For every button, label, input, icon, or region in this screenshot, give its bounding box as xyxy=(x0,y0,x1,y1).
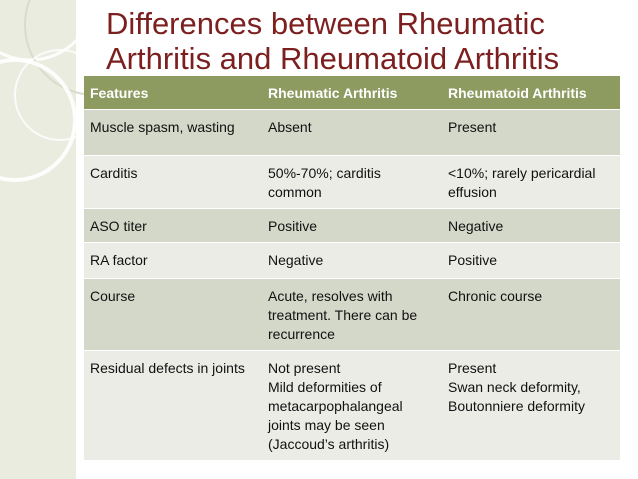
header-rheumatic: Rheumatic Arthritis xyxy=(262,76,442,110)
table-cell: ASO titer xyxy=(84,209,262,243)
title-line-1: Differences between Rheumatic xyxy=(106,6,545,41)
table-cell: Negative xyxy=(442,209,620,243)
table-row xyxy=(84,110,620,156)
table-cell: 50%-70%; carditis common xyxy=(262,156,442,209)
table-row xyxy=(84,243,620,279)
table-row xyxy=(84,156,620,209)
table-header-row xyxy=(84,76,620,110)
table-cell: <10%; rarely pericardial effusion xyxy=(442,156,620,209)
table-row xyxy=(84,351,620,461)
table-cell: Negative xyxy=(262,243,442,279)
table-cell: Acute, resolves with treatment. There can be recurrence xyxy=(262,279,442,351)
table-cell: Course xyxy=(84,279,262,351)
table-cell: Not present Mild deformities of metacarpophalangeal joints may be seen (Jaccoud’s arthritis) xyxy=(262,351,442,461)
table-row xyxy=(84,209,620,243)
table-cell: Positive xyxy=(262,209,442,243)
table-row xyxy=(84,279,620,351)
slide-title xyxy=(106,6,626,76)
title-line-2: Arthritis and Rheumatoid Arthritis xyxy=(106,41,560,76)
comparison-table xyxy=(84,75,620,460)
header-features: Features xyxy=(84,76,262,110)
table-cell: Present xyxy=(442,110,620,156)
table-cell: Positive xyxy=(442,243,620,279)
table-cell: RA factor xyxy=(84,243,262,279)
table-cell: Chronic course xyxy=(442,279,620,351)
table-cell: Residual defects in joints xyxy=(84,351,262,461)
table-cell: Carditis xyxy=(84,156,262,209)
header-rheumatoid: Rheumatoid Arthritis xyxy=(442,76,620,110)
table-cell: Absent xyxy=(262,110,442,156)
table-cell: Muscle spasm, wasting xyxy=(84,110,262,156)
table-cell: Present Swan neck deformity, Boutonniere deformity xyxy=(442,351,620,461)
